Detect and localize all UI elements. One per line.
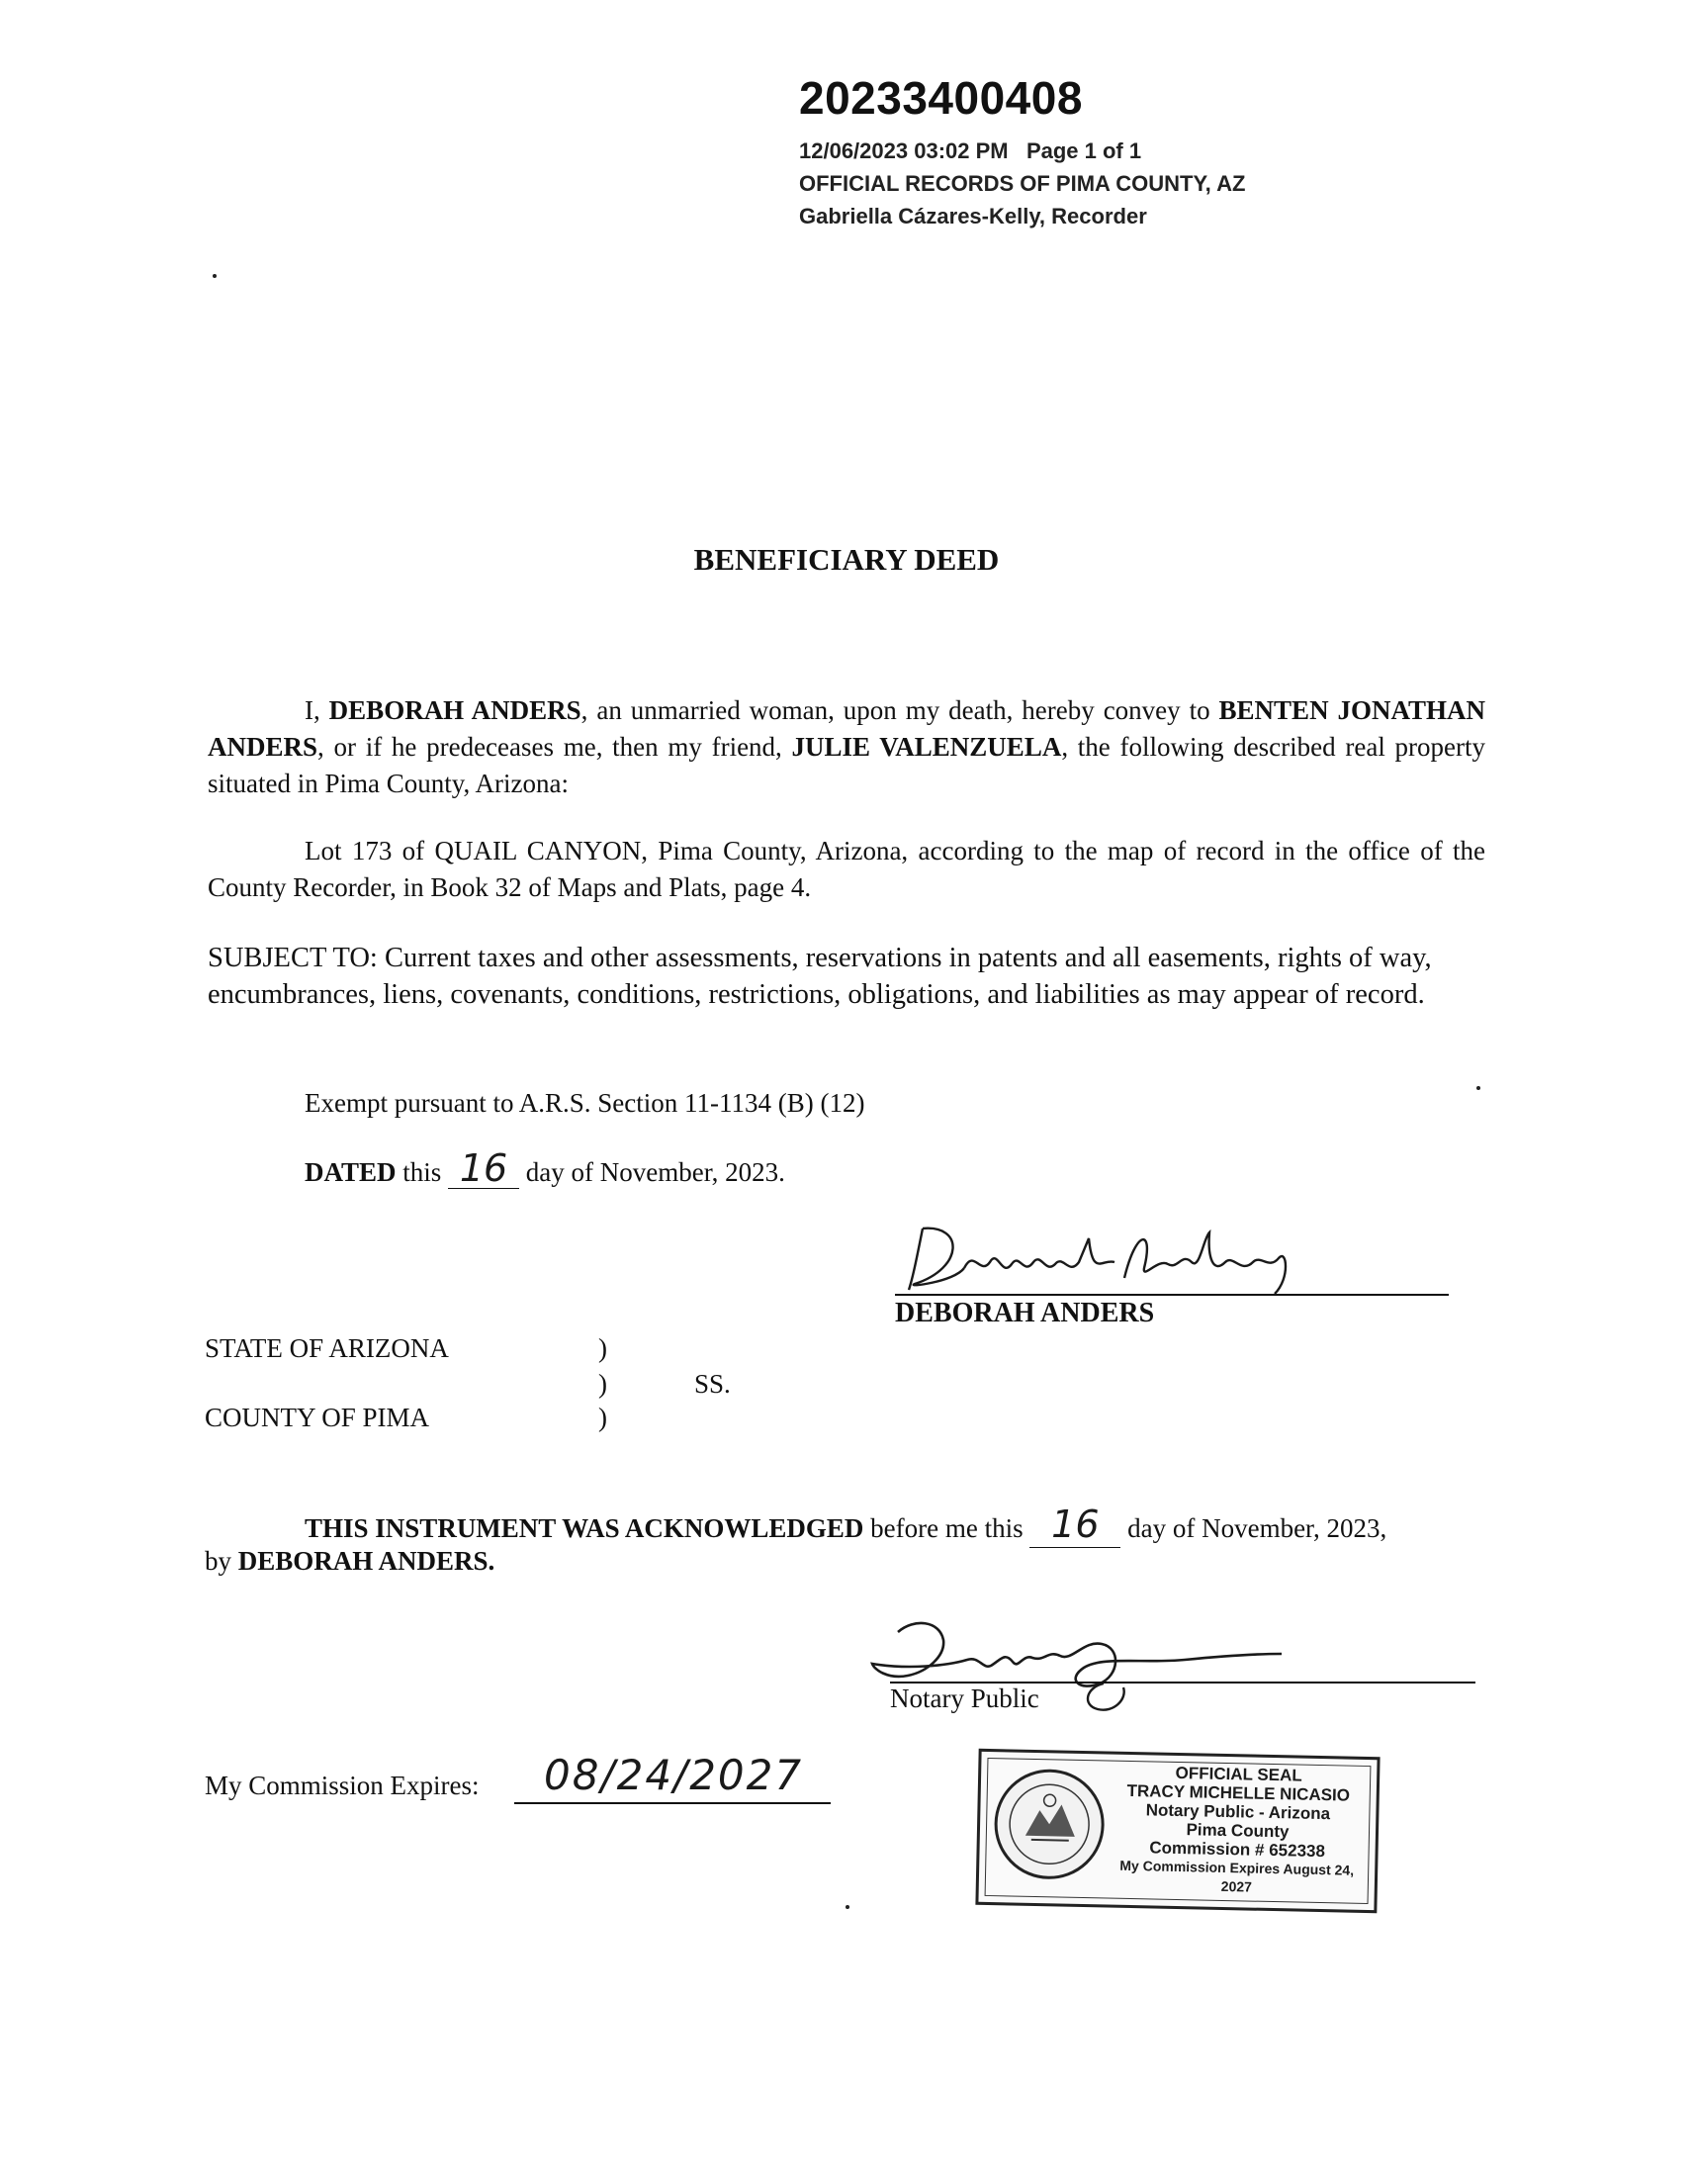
venue-state: STATE OF ARIZONA: [205, 1333, 449, 1363]
conveyance-text: , or if he predeceases me, then my friend,: [317, 732, 792, 762]
seal-line: Commission # 652338: [1149, 1838, 1326, 1862]
acknowledgment-text: .: [488, 1546, 495, 1576]
scan-speck: [1476, 1086, 1480, 1090]
exemption-statement: Exempt pursuant to A.R.S. Section 11-1134 (B) (12): [305, 1088, 865, 1118]
subject-to-clause: SUBJECT TO: Current taxes and other assessments, reservations in patents and all easements, rights of way, encumbrances, liens, covenants, conditions, restrictions, obligations, and liabilities as may appear of record.: [208, 943, 1432, 1010]
seal-line: Pima County: [1186, 1820, 1290, 1842]
seal-line: Notary Public - Arizona: [1145, 1800, 1331, 1824]
alternate-beneficiary-name: JULIE VALENZUELA: [791, 732, 1062, 762]
dated-day-handwritten: 16: [459, 1146, 508, 1190]
conveyance-paragraph: [208, 692, 1485, 802]
commission-expires-blank: [514, 1747, 831, 1804]
scan-speck: [213, 274, 217, 278]
recording-datetime-line: [799, 138, 1141, 164]
grantor-signature: [895, 1219, 1330, 1298]
document-title: BENEFICIARY DEED: [693, 542, 1000, 577]
recording-number: 20233400408: [799, 72, 1083, 124]
grantor-name: DEBORAH ANDERS: [328, 695, 581, 725]
acknowledgment-day-blank: [1029, 1502, 1120, 1548]
venue-paren: ): [598, 1333, 607, 1363]
notary-seal-stamp: [975, 1749, 1380, 1913]
recording-datetime: 12/06/2023 03:02 PM: [799, 138, 1009, 163]
conveyance-text: , the following described real property situated in Pima County, Arizona:: [208, 732, 1486, 798]
venue-paren: ): [598, 1403, 607, 1432]
acknowledgment-by-line: [205, 1546, 494, 1577]
acknowledgment-text: before me this: [863, 1513, 1030, 1543]
dated-label: DATED: [305, 1157, 397, 1187]
beneficiary-name: BENTEN JONATHAN ANDERS: [208, 695, 1485, 762]
dated-line: [305, 1146, 785, 1190]
recorder-name: Gabriella Cázares-Kelly, Recorder: [799, 204, 1147, 228]
commission-expires-label: My Commission Expires:: [205, 1771, 480, 1800]
dated-day-blank: [448, 1146, 519, 1190]
seal-line: TRACY MICHELLE NICASIO: [1126, 1780, 1351, 1805]
legal-description: Lot 173 of QUAIL CANYON, Pima County, Arizona, according to the map of record in the office of the County Recorder, in Book 32 of Maps and Plats, page 4.: [208, 836, 1485, 902]
scan-speck: [846, 1905, 849, 1909]
conveyance-text: I,: [305, 695, 329, 725]
venue-paren: ): [598, 1369, 607, 1399]
grantor-signature-line: [895, 1294, 1449, 1296]
venue-county: COUNTY OF PIMA: [205, 1403, 430, 1432]
acknowledgment-name: DEBORAH ANDERS: [237, 1546, 489, 1576]
acknowledgment-paragraph: [305, 1502, 1491, 1548]
seal-line: OFFICIAL SEAL: [1175, 1763, 1302, 1785]
acknowledgment-day-handwritten: 16: [1051, 1502, 1100, 1546]
seal-line: My Commission Expires August 24, 2027: [1119, 1857, 1355, 1895]
notary-seal-text: [1106, 1763, 1371, 1900]
dated-text: day of November, 2023.: [519, 1157, 785, 1187]
venue-ss: SS.: [694, 1369, 731, 1399]
acknowledgment-text: by: [205, 1546, 238, 1576]
state-seal-emblem: [991, 1766, 1108, 1882]
dated-text: this: [396, 1157, 449, 1187]
page-info: Page 1 of 1: [1025, 138, 1142, 163]
acknowledgment-label: THIS INSTRUMENT WAS ACKNOWLEDGED: [305, 1513, 864, 1543]
conveyance-text: , an unmarried woman, upon my death, hereby convey to: [580, 695, 1219, 725]
notary-public-label: Notary Public: [890, 1684, 1039, 1713]
acknowledgment-text: day of November, 2023,: [1120, 1513, 1387, 1543]
recording-office: OFFICIAL RECORDS OF PIMA COUNTY, AZ: [799, 171, 1246, 196]
commission-expires-handwritten: 08/24/2027: [544, 1751, 804, 1799]
grantor-printed-name: DEBORAH ANDERS: [895, 1298, 1155, 1328]
